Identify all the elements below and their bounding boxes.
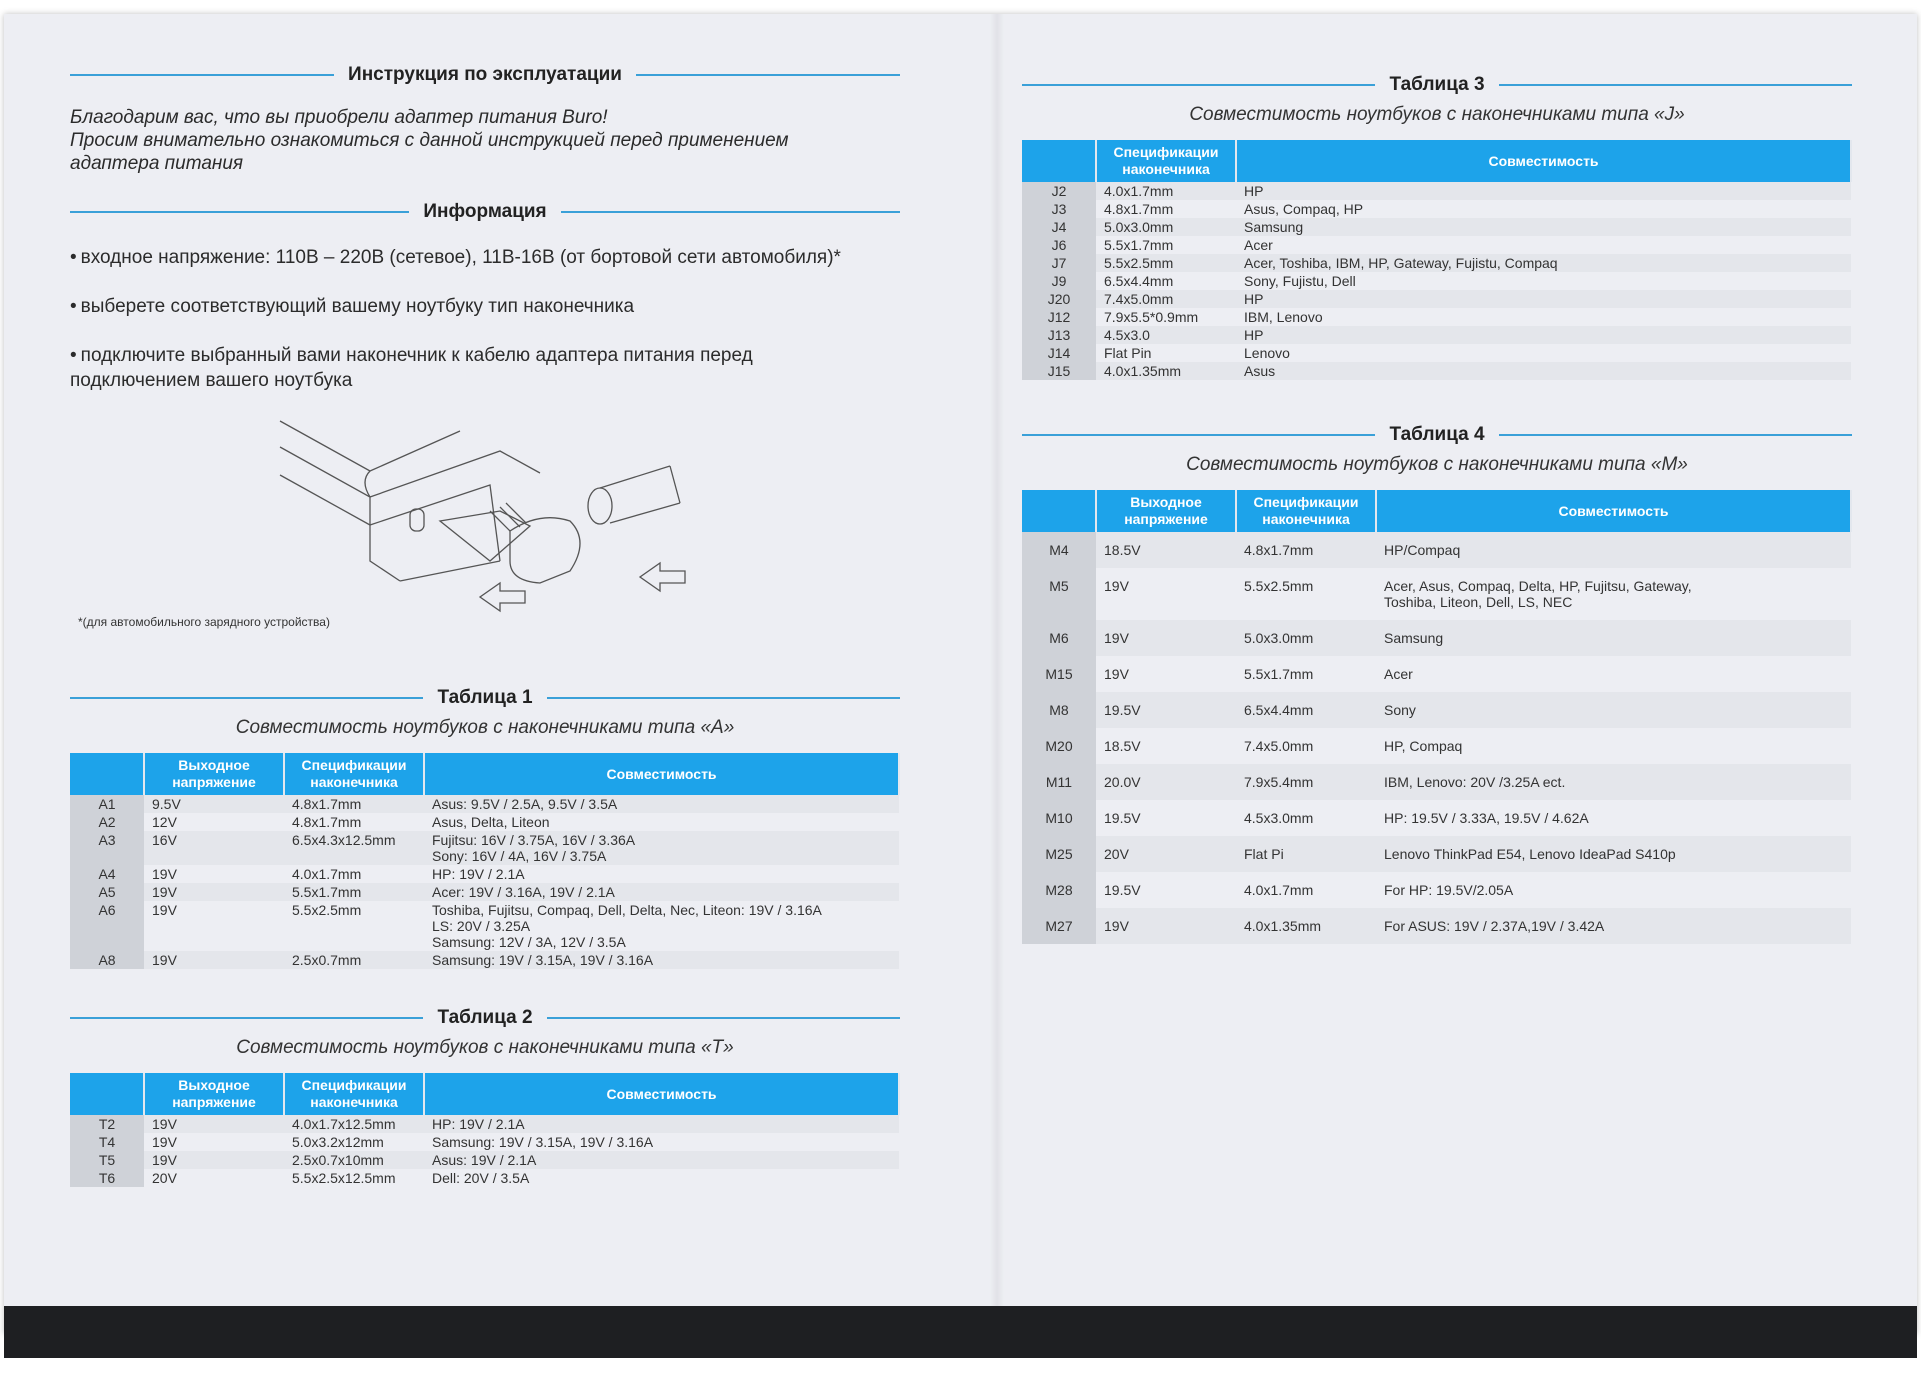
row-spec: 4.5x3.0mm <box>1244 810 1314 826</box>
heading-rule <box>547 697 900 699</box>
table1-subtitle: Совместимость ноутбуков с наконечниками типа «A» <box>235 717 735 738</box>
row-spec: Flat Pin <box>1104 345 1152 361</box>
table3-title: Таблица 3 <box>1389 74 1485 95</box>
table1-title: Таблица 1 <box>437 687 533 708</box>
row-spec: 6.5x4.4mm <box>1104 273 1174 289</box>
row-voltage: 19V <box>144 1151 284 1169</box>
row-spec: 7.4x5.0mm <box>1096 290 1236 308</box>
row-compat: IBM, Lenovo: 20V /3.25A ect. <box>1376 764 1851 800</box>
row-spec: 4.0x1.35mm <box>1096 362 1236 380</box>
row-spec: 5.5x2.5x12.5mm <box>292 1170 396 1186</box>
connector-illustration <box>70 411 900 643</box>
table-row <box>1022 308 1851 326</box>
header-compat: Совместимость <box>424 1073 899 1115</box>
table1-heading <box>70 683 900 713</box>
table-row <box>1022 272 1851 290</box>
row-code: M15 <box>1022 656 1096 692</box>
intro-line: Просим внимательно ознакомиться с данной инструкцией перед применением <box>70 130 789 151</box>
table-row <box>70 951 899 969</box>
row-spec: 4.0x1.7mm <box>1244 882 1314 898</box>
row-spec: Flat Pi <box>1236 836 1376 872</box>
table-row <box>1022 218 1851 236</box>
row-code: M6 <box>1022 620 1096 656</box>
left-page <box>70 60 900 1187</box>
right-page <box>1022 70 1852 944</box>
row-voltage: 19V <box>1104 578 1129 594</box>
row-voltage: 20.0V <box>1096 764 1236 800</box>
row-voltage: 19V <box>152 866 177 882</box>
compat-line: Samsung: 12V / 3A, 12V / 3.5A <box>432 934 626 950</box>
row-code: T4 <box>70 1133 144 1151</box>
heading-rule <box>636 74 900 76</box>
row-spec: 4.0x1.7x12.5mm <box>284 1115 424 1133</box>
row-compat: IBM, Lenovo <box>1244 309 1323 325</box>
heading-rule <box>70 697 423 699</box>
row-code: M25 <box>1022 836 1096 872</box>
row-code: J7 <box>1022 254 1096 272</box>
table-t <box>70 1073 900 1187</box>
table-row <box>70 1133 899 1151</box>
table4-heading <box>1022 420 1852 450</box>
row-spec: 4.8x1.7mm <box>1104 201 1174 217</box>
row-compat: Asus: 9.5V / 2.5A, 9.5V / 3.5A <box>424 795 899 813</box>
row-spec: 4.8x1.7mm <box>1236 532 1376 568</box>
info-title: Информация <box>423 201 547 222</box>
row-compat <box>424 901 899 951</box>
row-voltage: 19.5V <box>1104 882 1141 898</box>
table-row <box>1022 182 1851 200</box>
header-voltage: Выходное напряжение <box>1096 490 1236 532</box>
row-voltage: 16V <box>144 831 284 865</box>
table-j <box>1022 140 1852 380</box>
footnote: *(для автомобильного зарядного устройства) <box>78 615 330 629</box>
heading-rule <box>1022 84 1375 86</box>
row-compat: Acer <box>1384 666 1413 682</box>
table-row <box>70 795 899 813</box>
heading-rule <box>1499 434 1852 436</box>
table-row <box>1022 728 1851 764</box>
table-row <box>1022 254 1851 272</box>
header-code <box>70 753 144 795</box>
table-header-row <box>1022 140 1851 182</box>
row-voltage: 19V <box>152 902 177 918</box>
row-voltage: 18.5V <box>1104 738 1141 754</box>
row-compat: Dell: 20V / 3.5A <box>432 1170 530 1186</box>
header-compat: Совместимость <box>1376 490 1851 532</box>
row-compat: HP, Compaq <box>1384 738 1463 754</box>
compat-line: Fujitsu: 16V / 3.75A, 16V / 3.36A <box>432 832 636 848</box>
row-code: T2 <box>70 1115 144 1133</box>
row-spec: 5.5x2.5mm <box>1096 254 1236 272</box>
row-code: A3 <box>70 831 144 865</box>
table-row <box>1022 362 1851 380</box>
table-row <box>1022 200 1851 218</box>
header-compat: Совместимость <box>424 753 899 795</box>
row-code: J13 <box>1022 326 1096 344</box>
row-voltage: 9.5V <box>144 795 284 813</box>
row-voltage: 19V <box>144 883 284 901</box>
table-row <box>1022 764 1851 800</box>
header-spec: Спецификации наконечника <box>284 1073 424 1115</box>
row-code: M20 <box>1022 728 1096 764</box>
heading-rule <box>70 1017 423 1019</box>
row-voltage: 19V <box>144 1115 284 1133</box>
table-row <box>1022 290 1851 308</box>
row-code: J2 <box>1022 182 1096 200</box>
row-compat: Samsung <box>1376 620 1851 656</box>
header-voltage: Выходное напряжение <box>144 1073 284 1115</box>
table3-subtitle: Совместимость ноутбуков с наконечниками типа «J» <box>1189 104 1685 125</box>
table-row <box>70 865 899 883</box>
row-code: J9 <box>1022 272 1096 290</box>
row-compat: Acer: 19V / 3.16A, 19V / 2.1A <box>424 883 899 901</box>
compat-line: Sony: 16V / 4A, 16V / 3.75A <box>432 848 607 864</box>
row-compat: Samsung: 19V / 3.15A, 19V / 3.16A <box>432 1134 654 1150</box>
row-compat <box>424 831 899 865</box>
table2-heading <box>70 1003 900 1033</box>
row-compat: Asus: 19V / 2.1A <box>424 1151 899 1169</box>
row-compat: For ASUS: 19V / 2.37A,19V / 3.42A <box>1376 908 1851 944</box>
row-code: J20 <box>1022 290 1096 308</box>
intro-text <box>70 106 900 175</box>
row-code: M11 <box>1022 764 1096 800</box>
row-spec: 5.5x2.5mm <box>1244 578 1314 594</box>
row-code: A1 <box>70 795 144 813</box>
row-compat: Sony, Fujistu, Dell <box>1244 273 1356 289</box>
header-compat: Совместимость <box>1236 140 1851 182</box>
table-row <box>70 813 899 831</box>
bottom-band <box>4 1306 1917 1358</box>
row-code: A2 <box>70 813 144 831</box>
laptop-connector-drawing <box>70 411 900 643</box>
row-voltage: 19.5V <box>1096 692 1236 728</box>
row-code: J15 <box>1022 362 1096 380</box>
row-code: J3 <box>1022 200 1096 218</box>
row-compat: HP: 19V / 2.1A <box>424 1115 899 1133</box>
row-compat: Asus, Delta, Liteon <box>432 814 550 830</box>
table-row <box>1022 656 1851 692</box>
heading-rule <box>1022 434 1375 436</box>
intro-line: адаптера питания <box>70 153 244 174</box>
row-spec: 5.5x2.5mm <box>292 902 362 918</box>
header-code <box>1022 140 1096 182</box>
row-code: M28 <box>1022 872 1096 908</box>
row-voltage: 19V <box>1096 620 1236 656</box>
info-bullets <box>70 245 900 393</box>
table-row <box>1022 692 1851 728</box>
header-spec: Спецификации наконечника <box>1096 140 1236 182</box>
row-spec: 4.0x1.7mm <box>292 866 362 882</box>
row-voltage: 19V <box>144 951 284 969</box>
compat-line: Toshiba, Fujitsu, Compaq, Dell, Delta, Nec, Liteon: 19V / 3.16A <box>432 902 822 918</box>
row-spec: 6.5x4.4mm <box>1236 692 1376 728</box>
table2-subtitle: Совместимость ноутбуков с наконечниками типа «T» <box>236 1037 734 1058</box>
row-code: J6 <box>1022 236 1096 254</box>
row-compat: HP <box>1236 290 1851 308</box>
table-row <box>70 1169 899 1187</box>
row-spec: 4.0x1.35mm <box>1236 908 1376 944</box>
table-row <box>1022 836 1851 872</box>
row-compat: Asus <box>1236 362 1851 380</box>
row-compat: HP <box>1236 182 1851 200</box>
table-header-row <box>1022 490 1851 532</box>
row-compat: Acer <box>1244 237 1273 253</box>
compat-line: Acer, Asus, Compaq, Delta, HP, Fujitsu, Gateway, <box>1384 578 1692 594</box>
header-code <box>70 1073 144 1115</box>
table-row <box>70 1151 899 1169</box>
row-code: A4 <box>70 865 144 883</box>
row-voltage: 12V <box>152 814 177 830</box>
heading-rule <box>561 211 900 213</box>
table-row <box>1022 326 1851 344</box>
table4-title: Таблица 4 <box>1389 424 1485 445</box>
row-compat: HP: 19.5V / 3.33A, 19.5V / 4.62A <box>1384 810 1589 826</box>
row-compat <box>1376 568 1851 620</box>
row-spec: 7.4x5.0mm <box>1244 738 1314 754</box>
row-code: M8 <box>1022 692 1096 728</box>
table-row <box>70 901 899 951</box>
row-code: M5 <box>1022 568 1096 620</box>
row-voltage: 19V <box>1096 908 1236 944</box>
page-fold <box>990 14 1004 1314</box>
row-compat: Samsung <box>1236 218 1851 236</box>
table4-subtitle: Совместимость ноутбуков с наконечниками типа «M» <box>1186 454 1688 475</box>
table-row <box>1022 908 1851 944</box>
compat-line: Toshiba, Liteon, Dell, LS, NEC <box>1384 594 1573 610</box>
row-code: T5 <box>70 1151 144 1169</box>
table2-title: Таблица 2 <box>437 1007 533 1028</box>
table-row <box>1022 236 1851 254</box>
header-code <box>1022 490 1096 532</box>
row-code: J4 <box>1022 218 1096 236</box>
row-spec: 5.0x3.0mm <box>1236 620 1376 656</box>
row-voltage: 19.5V <box>1104 810 1141 826</box>
table-row <box>1022 800 1851 836</box>
row-compat: Sony <box>1376 692 1851 728</box>
heading-rule <box>1499 84 1852 86</box>
row-spec: 7.9x5.4mm <box>1236 764 1376 800</box>
table-row <box>70 1115 899 1133</box>
table-row <box>70 831 899 865</box>
bullet-text: входное напряжение: 110В – 220В (сетевое), 11В-16В (от бортовой сети автомобиля)* <box>80 247 841 268</box>
intro-line: Благодарим вас, что вы приобрели адаптер питания Buro! <box>70 107 608 128</box>
row-voltage: 18.5V <box>1096 532 1236 568</box>
info-heading <box>70 197 900 227</box>
row-code: A5 <box>70 883 144 901</box>
header-spec: Спецификации наконечника <box>1236 490 1376 532</box>
row-spec: 4.5x3.0 <box>1096 326 1236 344</box>
row-spec: 4.8x1.7mm <box>284 795 424 813</box>
row-compat: Lenovo <box>1244 345 1290 361</box>
row-voltage: 19V <box>1104 666 1129 682</box>
row-spec: 4.0x1.7mm <box>1096 182 1236 200</box>
table-row <box>1022 568 1851 620</box>
table-row <box>1022 344 1851 362</box>
bullet-text: подключите выбранный вами наконечник к кабелю адаптера питания перед подключением вашего ноутбука <box>70 345 753 391</box>
header-voltage: Выходное напряжение <box>144 753 284 795</box>
bullet-item: • входное напряжение: 110В – 220В (сетевое), 11В-16В (от бортовой сети автомобиля)* <box>70 247 841 268</box>
row-code: M27 <box>1022 908 1096 944</box>
row-voltage: 19V <box>152 1134 177 1150</box>
row-spec: 7.9x5.5*0.9mm <box>1104 309 1199 325</box>
table3-heading <box>1022 70 1852 100</box>
row-compat: Samsung: 19V / 3.15A, 19V / 3.16A <box>424 951 899 969</box>
heading-rule <box>70 74 334 76</box>
row-spec: 5.5x1.7mm <box>284 883 424 901</box>
row-voltage: 20V <box>152 1170 177 1186</box>
table-row <box>1022 532 1851 568</box>
header-spec: Спецификации наконечника <box>284 753 424 795</box>
table-a <box>70 753 900 969</box>
table-m <box>1022 490 1852 944</box>
row-compat: Acer, Toshiba, IBM, HP, Gateway, Fujistu, Compaq <box>1236 254 1851 272</box>
table-row <box>1022 620 1851 656</box>
row-spec: 4.8x1.7mm <box>292 814 362 830</box>
row-compat: Asus, Compaq, HP <box>1244 201 1364 217</box>
table-header-row <box>70 1073 899 1115</box>
bullet-item: • подключите выбранный вами наконечник к кабелю адаптера питания перед подключением вашего ноутбука <box>70 345 753 391</box>
bullet-item: • выберете соответствующий вашему ноутбуку тип наконечника <box>70 296 635 317</box>
row-spec: 5.0x3.2x12mm <box>292 1134 384 1150</box>
instruction-title: Инструкция по эксплуатации <box>348 64 622 85</box>
row-code: M10 <box>1022 800 1096 836</box>
row-code: A6 <box>70 901 144 951</box>
row-spec: 2.5x0.7mm <box>284 951 424 969</box>
row-spec: 6.5x4.3x12.5mm <box>284 831 424 865</box>
compat-line: LS: 20V / 3.25A <box>432 918 531 934</box>
row-compat: Lenovo ThinkPad E54, Lenovo IdeaPad S410p <box>1376 836 1851 872</box>
row-code: T6 <box>70 1169 144 1187</box>
row-compat: HP <box>1236 326 1851 344</box>
instruction-heading <box>70 60 900 90</box>
table-row <box>70 883 899 901</box>
row-code: J14 <box>1022 344 1096 362</box>
row-code: M4 <box>1022 532 1096 568</box>
row-voltage: 20V <box>1096 836 1236 872</box>
row-spec: 5.5x1.7mm <box>1104 237 1174 253</box>
heading-rule <box>547 1017 900 1019</box>
row-code: J12 <box>1022 308 1096 326</box>
row-spec: 5.5x1.7mm <box>1244 666 1314 682</box>
row-compat: For HP: 19.5V/2.05A <box>1384 882 1514 898</box>
row-spec: 5.0x3.0mm <box>1096 218 1236 236</box>
table-header-row <box>70 753 899 795</box>
table-row <box>1022 872 1851 908</box>
bullet-text: выберете соответствующий вашему ноутбуку тип наконечника <box>80 296 635 317</box>
row-spec: 2.5x0.7x10mm <box>284 1151 424 1169</box>
heading-rule <box>70 211 409 213</box>
row-compat: HP: 19V / 2.1A <box>432 866 525 882</box>
row-compat: HP/Compaq <box>1376 532 1851 568</box>
row-code: A8 <box>70 951 144 969</box>
